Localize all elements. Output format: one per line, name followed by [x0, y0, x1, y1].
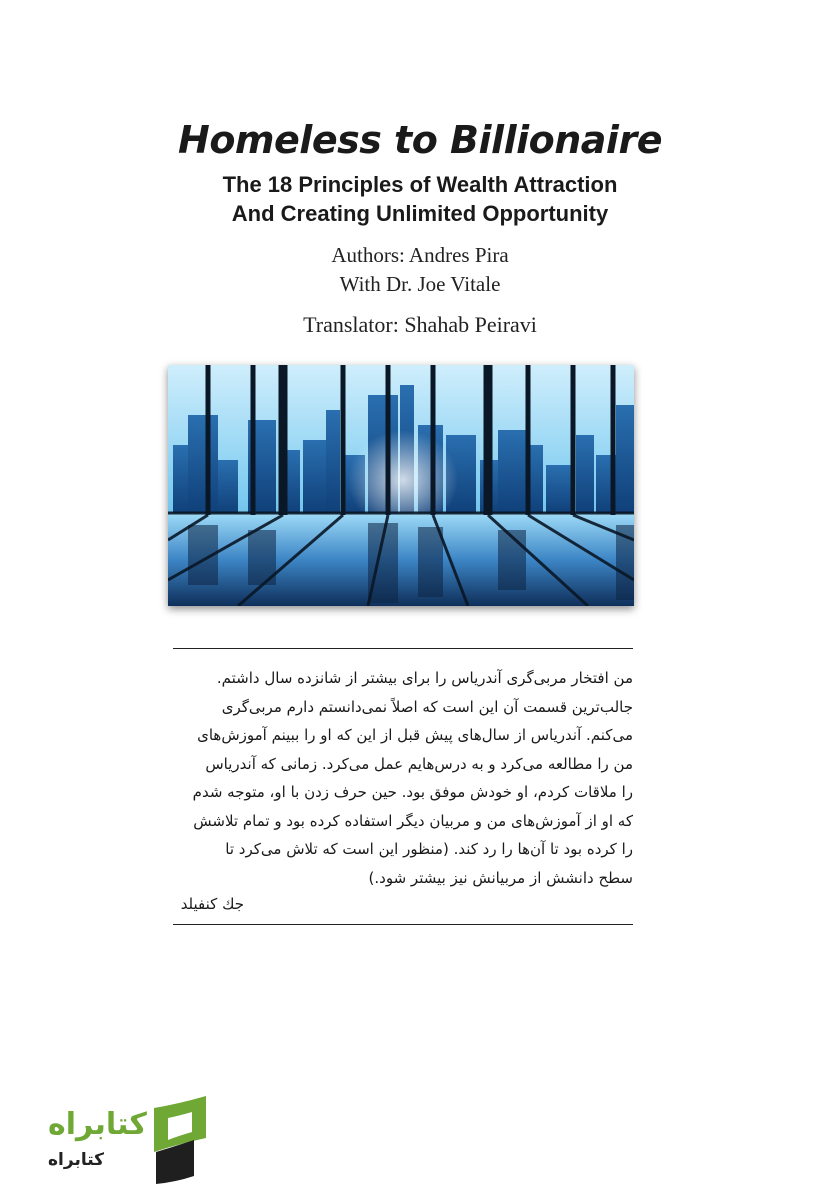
logo-wordmark: کتابراه — [48, 1107, 147, 1142]
quote-line: من را مطالعه می‌کرد و به درس‌هایم عمل می‌کرد. زمانی که آندریاس — [205, 754, 633, 773]
quote-line: را کرده بود تا آن‌ها را رد کند. (منظور این است که تلاش می‌کرد تا — [225, 840, 633, 858]
city-skyline-image — [168, 365, 634, 606]
quote-line: را ملاقات کردم، او خودش موفق بود. حین حرف زدن با او، متوجه شدم — [192, 783, 633, 801]
coauthor-line: With Dr. Joe Vitale — [339, 272, 501, 296]
book-subtitle-line1: The 18 Principles of Wealth Attraction — [222, 172, 618, 197]
authors-line: Authors: Andres Pira — [331, 243, 509, 267]
quote-line: که او از آموزش‌های من و مربیان دیگر استفاده کرده بود و تمام تلاشش — [193, 811, 633, 830]
quote-bottom-rule — [173, 924, 633, 925]
book-leaf-icon — [148, 1094, 210, 1184]
book-subtitle-line2: And Creating Unlimited Opportunity — [231, 201, 609, 226]
quote-line: می‌کنم. آندریاس از سال‌های پیش قبل از این که او را ببینم آموزش‌های — [197, 726, 633, 744]
quote-top-rule — [173, 648, 633, 649]
logo-wordmark-small: کتابراه — [48, 1150, 105, 1170]
quote-line: سطح دانشش از مربیانش نیز بیشتر شود.) — [368, 868, 633, 887]
translator-line: Translator: Shahab Peiravi — [303, 312, 537, 337]
endorsement-quote — [173, 664, 633, 892]
quote-line: جالب‌ترین قسمت آن این است که اصلاً نمی‌دانستم دارم مربی‌گری — [221, 697, 633, 716]
book-title: Homeless to Billionaire — [178, 118, 662, 162]
quote-line: من افتخار مربی‌گری آندریاس را برای بیشتر از شانزده سال داشتم. — [216, 669, 633, 687]
quote-author: جك كنفيلد — [180, 895, 244, 913]
